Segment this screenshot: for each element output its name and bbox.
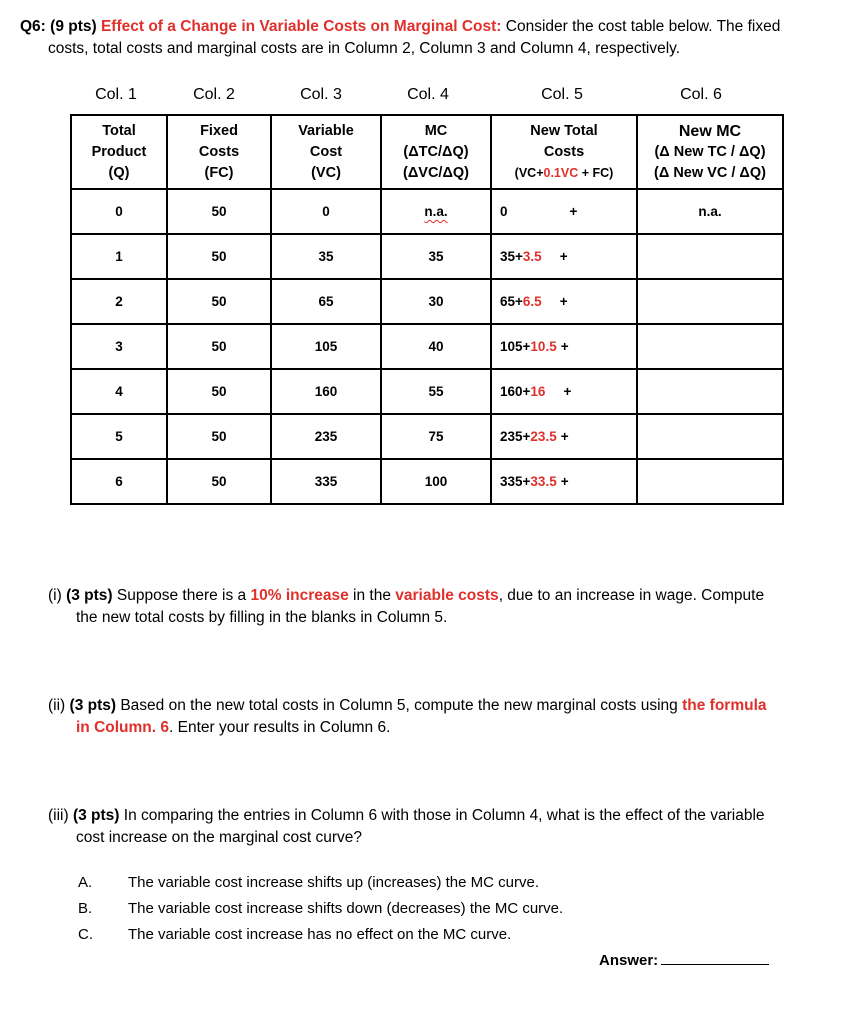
cell-fc: 50 [167,369,271,414]
cell-vc: 160 [271,369,381,414]
col-label-6: Col. 6 [680,86,722,103]
part-i-label: (i) [48,587,62,604]
cell-mc: n.a. [381,189,491,234]
table-row [71,459,783,504]
header-fixed-costs: Fixed Costs (FC) [167,115,271,189]
cell-new-total[interactable]: 0 + [491,189,637,234]
cell-q: 1 [71,234,167,279]
cell-new-mc[interactable] [637,234,783,279]
cell-new-mc[interactable] [637,324,783,369]
part-iii: (iii) (3 pts) In comparing the entries in Column 6 with those in Column 4, what is the effect of the variable cost increase on the marginal cost curve? [48,807,765,846]
header-new-total-costs: New Total Costs (VC+0.1VC + FC) [491,115,637,189]
column-labels [0,86,864,108]
part-iii-points: (3 pts) [72,807,120,824]
cell-fc: 50 [167,459,271,504]
part-i-points: (3 pts) [66,587,113,604]
part-ii-points: (3 pts) [69,697,117,714]
cell-fc: 50 [167,324,271,369]
cell-q: 5 [71,414,167,459]
table-header-row [71,115,783,189]
header-new-mc: New MC (Δ New TC / ΔQ) (Δ New VC / ΔQ) [637,115,783,189]
cell-q: 6 [71,459,167,504]
col-label-5: Col. 5 [541,86,583,103]
cell-mc: 35 [381,234,491,279]
part-i: (i) (3 pts) Suppose there is a 10% increase in the variable costs, due to an increase in wage. Compute the new total costs by filling in the blanks in Column 5. [48,587,765,626]
cell-new-mc[interactable] [637,279,783,324]
cell-mc: 75 [381,414,491,459]
cell-new-mc[interactable]: n.a. [637,189,783,234]
cell-vc: 105 [271,324,381,369]
answer-label: Answer: [599,952,659,969]
table-row [71,189,783,234]
cell-vc: 335 [271,459,381,504]
table-row [71,414,783,459]
cell-new-total[interactable]: 235+23.5 + [491,414,637,459]
cell-fc: 50 [167,189,271,234]
cell-new-mc[interactable] [637,459,783,504]
answer-blank[interactable] [661,950,769,965]
cell-new-total[interactable]: 335+33.5 + [491,459,637,504]
cell-fc: 50 [167,279,271,324]
col-label-4: Col. 4 [407,86,449,103]
cell-q: 3 [71,324,167,369]
table-row [71,234,783,279]
col-label-1: Col. 1 [95,86,137,103]
table-row [71,324,783,369]
question-text-continued: costs, total costs and marginal costs are in Column 2, Column 3 and Column 4, respectively. [48,40,681,57]
question-header [20,16,850,60]
part-ii-label: (ii) [48,697,66,714]
cell-new-mc[interactable] [637,414,783,459]
table-row [71,369,783,414]
question-title: Effect of a Change in Variable Costs on Marginal Cost: [100,18,502,35]
cell-mc: 40 [381,324,491,369]
question-number: Q6: [20,18,46,35]
question-text: Consider the cost table below. The fixed [505,18,781,35]
cell-fc: 50 [167,414,271,459]
cell-new-total[interactable]: 65+6.5 + [491,279,637,324]
cell-new-total[interactable]: 105+10.5 + [491,324,637,369]
cell-fc: 50 [167,234,271,279]
cell-new-mc[interactable] [637,369,783,414]
cell-vc: 235 [271,414,381,459]
cost-table [70,114,784,505]
header-total-product: Total Product (Q) [71,115,167,189]
header-mc: MC (ΔTC/ΔQ) (ΔVC/ΔQ) [381,115,491,189]
header-variable-cost: Variable Cost (VC) [271,115,381,189]
table-row [71,279,783,324]
answer-field [599,950,769,969]
cell-new-total[interactable]: 35+3.5 + [491,234,637,279]
cell-vc: 35 [271,234,381,279]
cell-q: 0 [71,189,167,234]
cell-new-total[interactable]: 160+16 + [491,369,637,414]
question-points: (9 pts) [50,18,97,35]
cell-mc: 30 [381,279,491,324]
col-label-3: Col. 3 [300,86,342,103]
cell-vc: 0 [271,189,381,234]
cell-vc: 65 [271,279,381,324]
col-label-2: Col. 2 [193,86,235,103]
part-ii: (ii) (3 pts) Based on the new total costs in Column 5, compute the new marginal costs using the formula in Column. 6. Enter your results in Column 6. [48,697,767,736]
part-iii-label: (iii) [48,807,69,824]
cell-q: 2 [71,279,167,324]
cell-mc: 100 [381,459,491,504]
cell-q: 4 [71,369,167,414]
cell-mc: 55 [381,369,491,414]
